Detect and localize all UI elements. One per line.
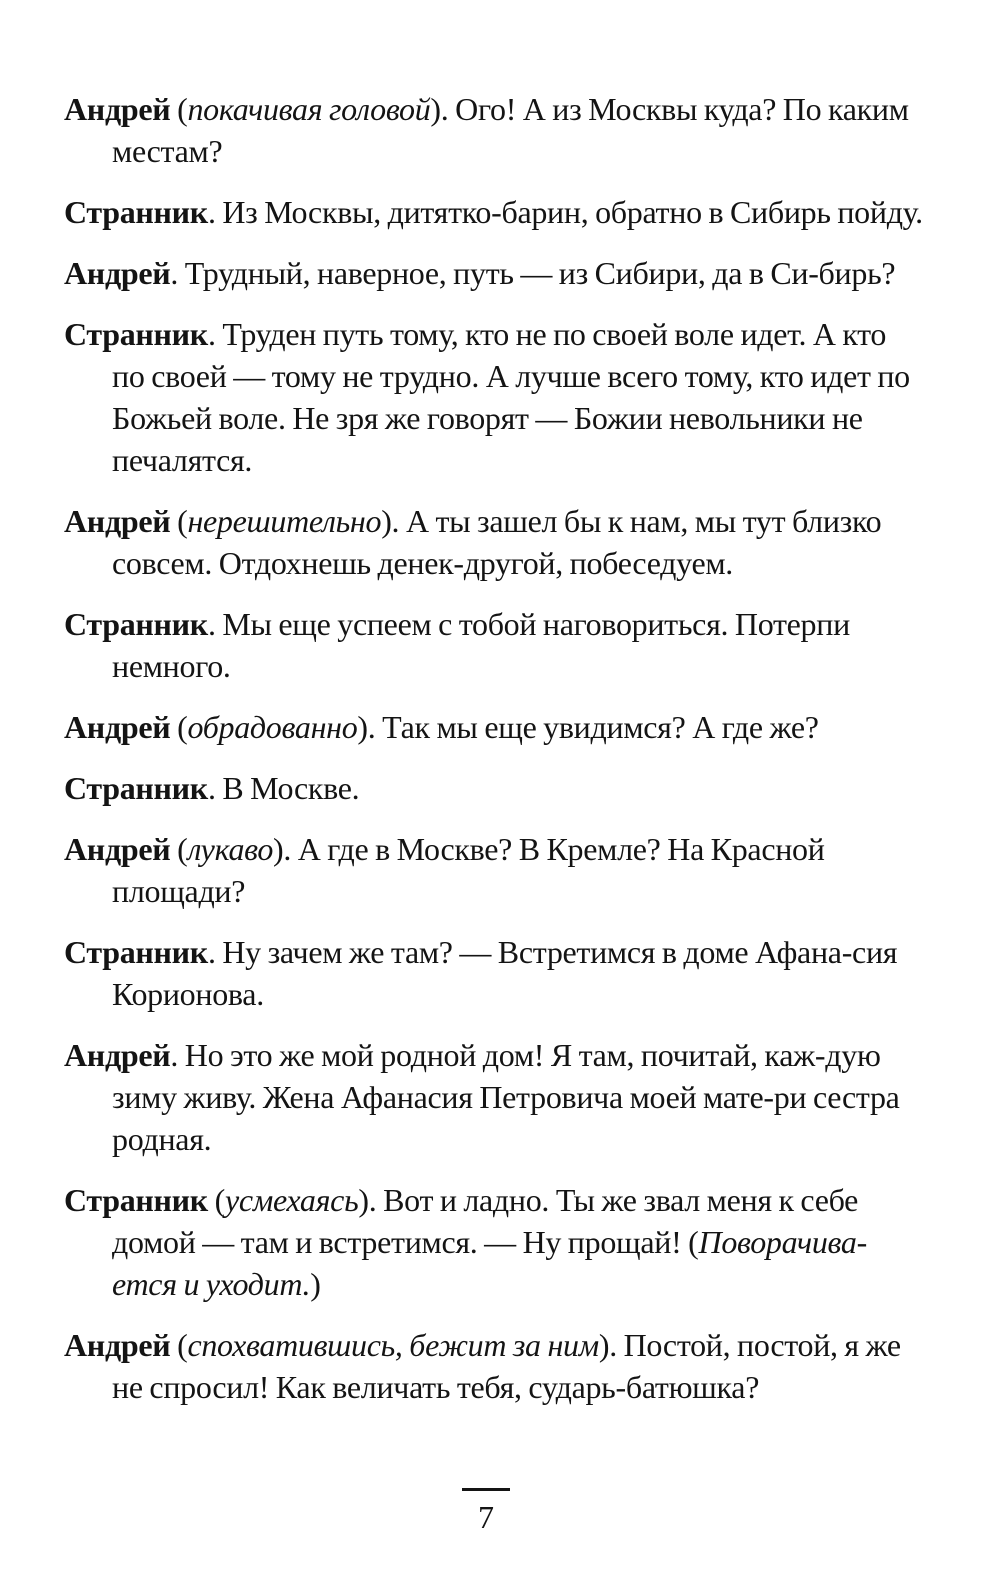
replica-text: . Трудный, наверное, путь — из Сибири, да в Си-бирь? [170, 255, 896, 291]
stage-direction: покачивая головой [187, 91, 431, 127]
stage-direction: нерешительно [187, 503, 382, 539]
stage-direction: Поворачива-ется и уходит. [112, 1224, 867, 1302]
replica-text: ). А ты зашел бы к нам, мы тут близко совсем. Отдохнешь денек-другой, побеседуем. [112, 503, 882, 581]
speaker-name: Андрей [64, 91, 171, 127]
dialogue-replica [64, 706, 924, 748]
speaker-name: Странник [64, 316, 208, 352]
stage-direction: усмехаясь [225, 1182, 359, 1218]
replica-text: ). Ого! А из Москвы куда? По каким местам? [112, 91, 909, 169]
dialogue-replica [64, 828, 924, 912]
replica-text: ). Так мы еще увидимся? А где же? [357, 709, 819, 745]
speaker-name: Андрей [64, 1327, 171, 1363]
replica-text: ( [170, 503, 188, 539]
dialogue-replica [64, 88, 924, 172]
dialogue-replica [64, 1034, 924, 1160]
replica-text: ( [170, 1327, 188, 1363]
play-page-text [64, 88, 924, 1427]
replica-text: ). Вот и ладно. Ты же звал меня к себе домой — там и встретимся. — Ну прощай! ( [112, 1182, 859, 1260]
speaker-name: Андрей [64, 503, 171, 539]
speaker-name: Странник [64, 770, 208, 806]
replica-text: ). А где в Москве? В Кремле? На Красной площади? [112, 831, 825, 909]
dialogue-replica [64, 767, 924, 809]
replica-text: ( [170, 709, 188, 745]
replica-text: . Но это же мой родной дом! Я там, почитай, каж-дую зиму живу. Жена Афанасия Петровича моей мате-ри сестра родная. [112, 1037, 900, 1157]
speaker-name: Странник [64, 1182, 208, 1218]
page-footer [0, 1488, 1000, 1537]
replica-text: . Из Москвы, дитятко-барин, обратно в Сибирь пойду. [207, 194, 923, 230]
replica-text: . В Москве. [207, 770, 360, 806]
dialogue-replica [64, 931, 924, 1015]
replica-text: ( [170, 831, 188, 867]
stage-direction: лукаво [187, 831, 274, 867]
footer-rule [462, 1488, 510, 1491]
stage-direction: обрадованно [187, 709, 358, 745]
speaker-name: Странник [64, 194, 208, 230]
speaker-name: Андрей [64, 709, 171, 745]
replica-text: . Мы еще успеем с тобой наговориться. Потерпи немного. [112, 606, 850, 684]
replica-text: . Труден путь тому, кто не по своей воле идет. А кто по своей — тому не трудно. А лучше всего тому, кто идет по Божьей воле. Не зря же говорят — Божии невольники не печалятся. [112, 316, 910, 478]
replica-text: ) [310, 1266, 321, 1302]
dialogue-replica [64, 313, 924, 481]
stage-direction: спохватившись, бежит за ним [187, 1327, 599, 1363]
replica-text: ). Постой, постой, я же не спросил! Как величать тебя, сударь-батюшка? [112, 1327, 901, 1405]
dialogue-replica [64, 1324, 924, 1408]
speaker-name: Андрей [64, 255, 171, 291]
dialogue-replica [64, 603, 924, 687]
speaker-name: Андрей [64, 831, 171, 867]
speaker-name: Странник [64, 934, 208, 970]
replica-text: ( [170, 91, 188, 127]
speaker-name: Андрей [64, 1037, 171, 1073]
speaker-name: Странник [64, 606, 208, 642]
replica-text: ( [207, 1182, 226, 1218]
page-number: 7 [478, 1499, 494, 1535]
dialogue-replica [64, 252, 924, 294]
dialogue-replica [64, 191, 924, 233]
dialogue-replica [64, 500, 924, 584]
replica-text: . Ну зачем же там? — Встретимся в доме Афана-сия Корионова. [112, 934, 898, 1012]
dialogue-replica [64, 1179, 924, 1305]
